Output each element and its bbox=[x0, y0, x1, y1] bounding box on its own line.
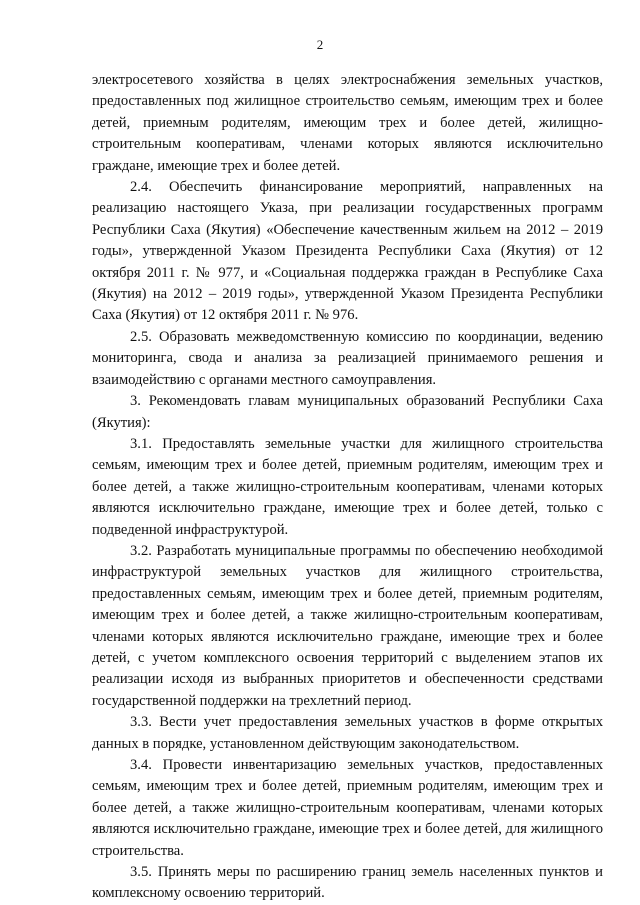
paragraph-3: 3. Рекомендовать главам муниципальных образований Республики Саха (Якутия): bbox=[92, 393, 603, 431]
paragraph-2-4: 2.4. Обеспечить финансирование мероприятий, направленных на реализацию настоящего Указа, при реализации государственных программ Республики Саха (Якутия) «Обеспечение качественным жильем на 2012 – 2019 годы», утвержденной Указом Президента Республики Саха (Якутия) от 12 октября 2011 г. № 977, и «Социальная поддержка граждан в Республике Саха (Якутия) на 2012 – 2019 годы», утвержденной Указом Президента Республики Саха (Якутия) от 12 октября 2011 г. № 976. bbox=[92, 179, 603, 324]
paragraph-3-3: 3.3. Вести учет предоставления земельных участков в форме открытых данных в порядке, установленном действующим законодательством. bbox=[92, 714, 603, 752]
paragraph-3-2: 3.2. Разработать муниципальные программы по обеспечению необходимой инфраструктурой земельных участков для жилищного строительства, предоставленных семьям, имеющим трех и более детей, приемным родителям, имеющим трех и более детей, а также жилищно-строительным кооперативам, членами которых являются исключительно граждане, имеющие трех и более детей, с учетом комплексного освоения территорий с выделением этапов их реализации исходя из выбранных приоритетов и обеспеченности средствами государственной поддержки на трехлетний период. bbox=[92, 542, 603, 709]
paragraph-3-1: 3.1. Предоставлять земельные участки для жилищного строительства семьям, имеющим трех и более детей, приемным родителям, имеющим трех и более детей, а также жилищно-строительным кооперативам, членами которых являются исключительно граждане, имеющие трех и более детей, только с подведенной инфраструктурой. bbox=[92, 435, 603, 538]
paragraph-3-5: 3.5. Принять меры по расширению границ земель населенных пунктов и комплексному освоению территорий. bbox=[92, 864, 603, 902]
page-number: 2 bbox=[316, 37, 324, 52]
paragraph-continuation: электросетевого хозяйства в целях электроснабжения земельных участков, предоставленных под жилищное строительство семьям, имеющим трех и более детей, приемным родителям, имеющим трех и более детей, жилищно-строительным кооперативам, членами которых являются исключительно граждане, имеющие трех и более детей. bbox=[92, 72, 603, 174]
document-body bbox=[92, 70, 603, 905]
paragraph-2-5: 2.5. Образовать межведомственную комиссию по координации, ведению мониторинга, свода и анализа за реализацией принимаемого решения и взаимодействию с органами местного самоуправления. bbox=[92, 328, 603, 388]
paragraph-3-4: 3.4. Провести инвентаризацию земельных участков, предоставленных семьям, имеющим трех и более детей, приемным родителям, имеющим трех и более детей, а также жилищно-строительным кооперативам, членами которых являются исключительно граждане, имеющие трех и более детей, для жилищного строительства. bbox=[92, 757, 603, 859]
